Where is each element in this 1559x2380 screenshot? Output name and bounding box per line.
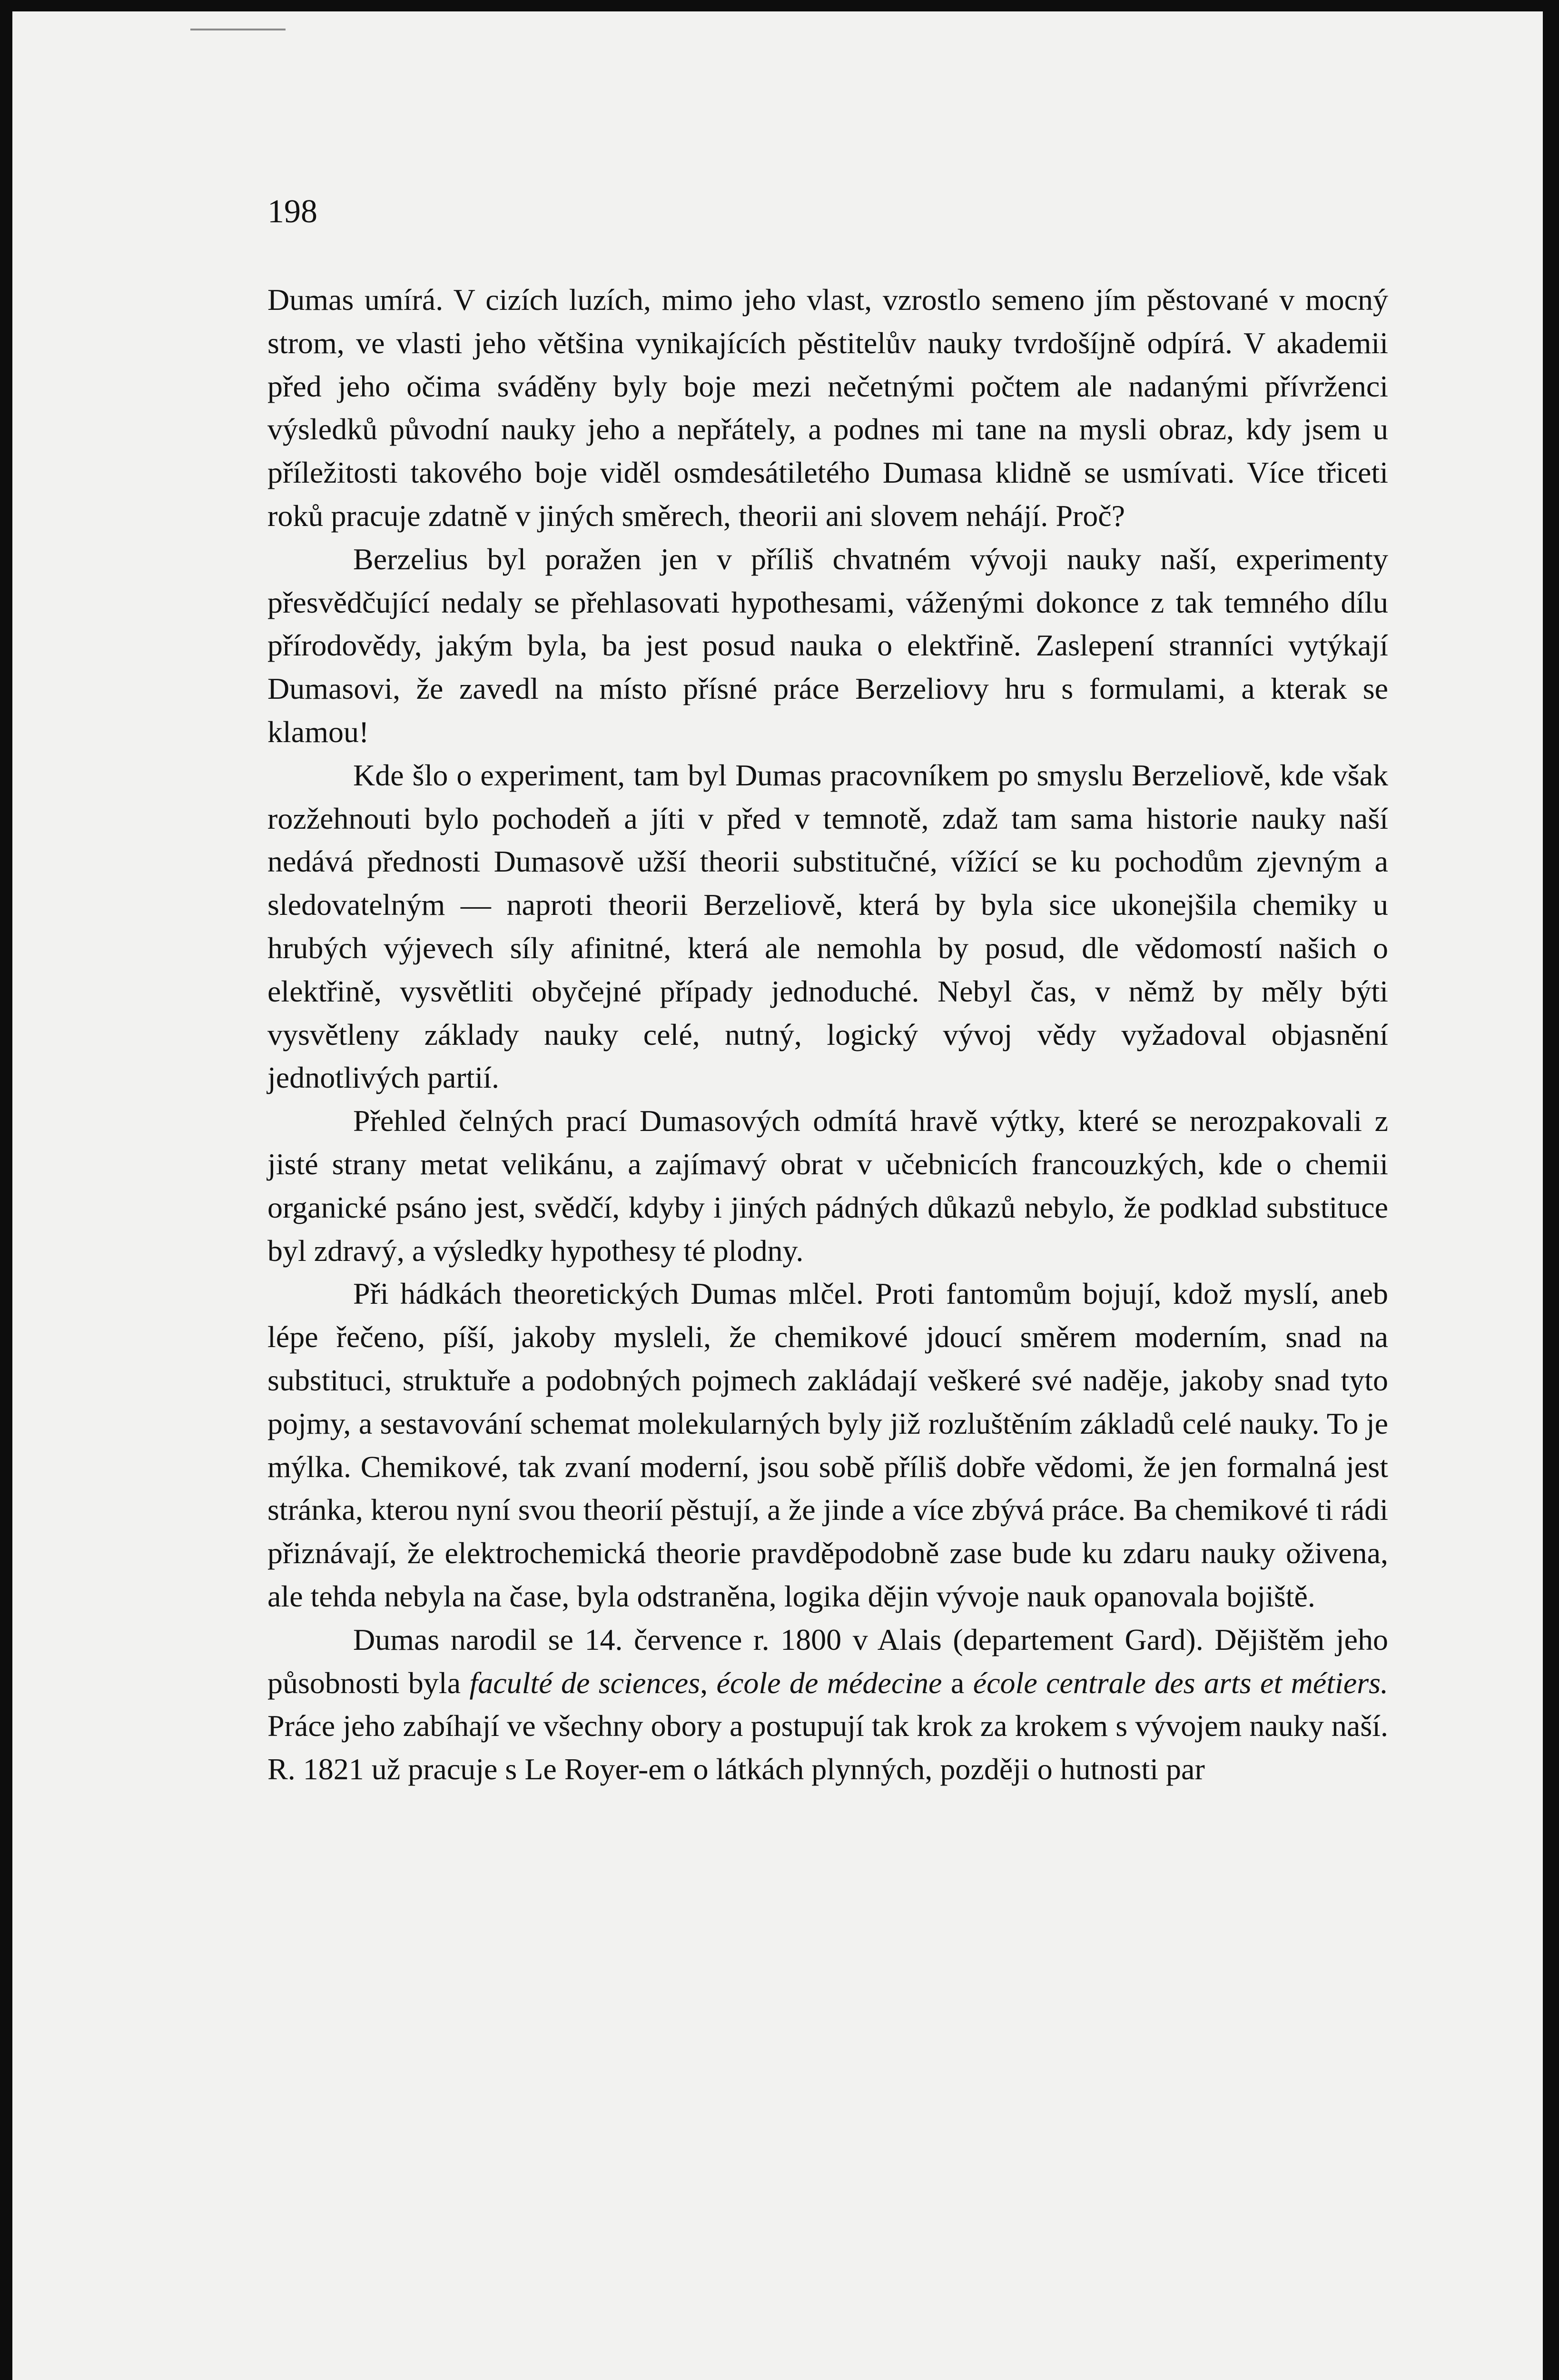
scan-edge-top [0, 0, 1559, 11]
paragraph-6 [267, 1618, 1388, 1791]
italic-faculte: faculté de sciences [469, 1666, 701, 1700]
paragraph-6-text-after: Práce jeho zabíhají ve všechny obory a postupují tak krok za krokem s vývojem nauky naší. R. 1821 už pracuje s Le Royer-em o látkách plynných, později o hutnosti par [267, 1709, 1388, 1786]
scan-edge-left [0, 0, 12, 2380]
paragraph-1: Dumas umírá. V cizích luzích, mimo jeho vlast, vzrostlo semeno jím pěstované v mocný strom, ve vlasti jeho většina vynikajících pěstitelův nauky tvrdošíjně odpírá. V akademii před jeho očima sváděny byly boje mezi nečetnými počtem ale nadanými přívrženci výsledků původní nauky jeho a nepřátely, a podnes mi tane na mysli obraz, kdy jsem u příležitosti takového boje viděl osmdesátiletého Dumasa klidně se usmívati. Více třiceti roků pracuje zdatně v jiných směrech, theorii ani slovem nehájí. Proč? [267, 283, 1388, 533]
scan-mark [190, 29, 286, 30]
paragraph-6-sep-2: a [942, 1666, 973, 1700]
paragraph-4: Přehled čelných prací Dumasových odmítá hravě výtky, které se nerozpakovali z jisté strany metat velikánu, a zajímavý obrat v učebnicích francouzkých, kde o chemii organické psáno jest, svědčí, kdyby i jiných pádných důkazů nebylo, že podklad substituce byl zdravý, a výsledky hypothesy té plodny. [267, 1104, 1388, 1268]
paragraph-5: Při hádkách theoretických Dumas mlčel. Proti fantomům bojují, kdož myslí, aneb lépe řečeno, píší, jakoby mysleli, že chemikové jdoucí směrem moderním, snad na substituci, struktuře a podobných pojmech zakládají veškeré své naděje, jakoby snad tyto pojmy, a sestavování schemat molekularných byly již rozluštěním základů celé nauky. To je mýlka. Chemikové, tak zvaní moderní, jsou sobě příliš dobře vědomi, že jen formalná jest stránka, kterou nyní svou theorií pěstují, a že jinde a více zbývá práce. Ba chemikové ti rádi přiznávají, že elektrochemická theorie pravděpodobně zase bude ku zdaru nauky oživena, ale tehda nebyla na čase, byla odstraněna, logika dějin vývoje nauk opanovala bojiště. [267, 1277, 1388, 1613]
paragraph-6-text-before: Dumas narodil se 14. července r. 1800 v Alais (departement Gard). Dějištěm jeho působnosti byla [267, 1622, 1388, 1700]
italic-ecole-medecine: école de médecine [716, 1666, 942, 1700]
page-number: 198 [267, 193, 317, 230]
scan-edge-right [1543, 0, 1559, 2380]
italic-ecole-centrale: école centrale des arts et métiers. [973, 1666, 1389, 1700]
page-text-body [267, 278, 1388, 1791]
paragraph-6-sep-1: , [700, 1666, 717, 1700]
paragraph-2: Berzelius byl poražen jen v příliš chvatném vývoji nauky naší, experimenty přesvědčující nedaly se přehlasovati hypothesami, váženými dokonce z tak temného dílu přírodovědy, jakým byla, ba jest posud nauka o elektřině. Zaslepení stranníci vytýkají Dumasovi, že zavedl na místo přísné práce Berzeliovy hru s formulami, a kterak se klamou! [267, 542, 1388, 749]
paragraph-3: Kde šlo o experiment, tam byl Dumas pracovníkem po smyslu Berzeliově, kde však rozžehnouti bylo pochodeň a jíti v před v temnotě, zdaž tam sama historie nauky naší nedává přednosti Dumasově užší theorii substitučné, vížící se ku pochodům zjevným a sledovatelným — naproti theorii Berzeliově, která by byla sice ukonejšila chemiky u hrubých výjevech síly afinitné, která ale nemohla by posud, dle vědomostí našich o elektřině, vysvětliti obyčejné případy jednoduché. Nebyl čas, v němž by měly býti vysvětleny základy nauky celé, nutný, logický vývoj vědy vyžadoval objasnění jednotlivých partií. [267, 758, 1388, 1095]
